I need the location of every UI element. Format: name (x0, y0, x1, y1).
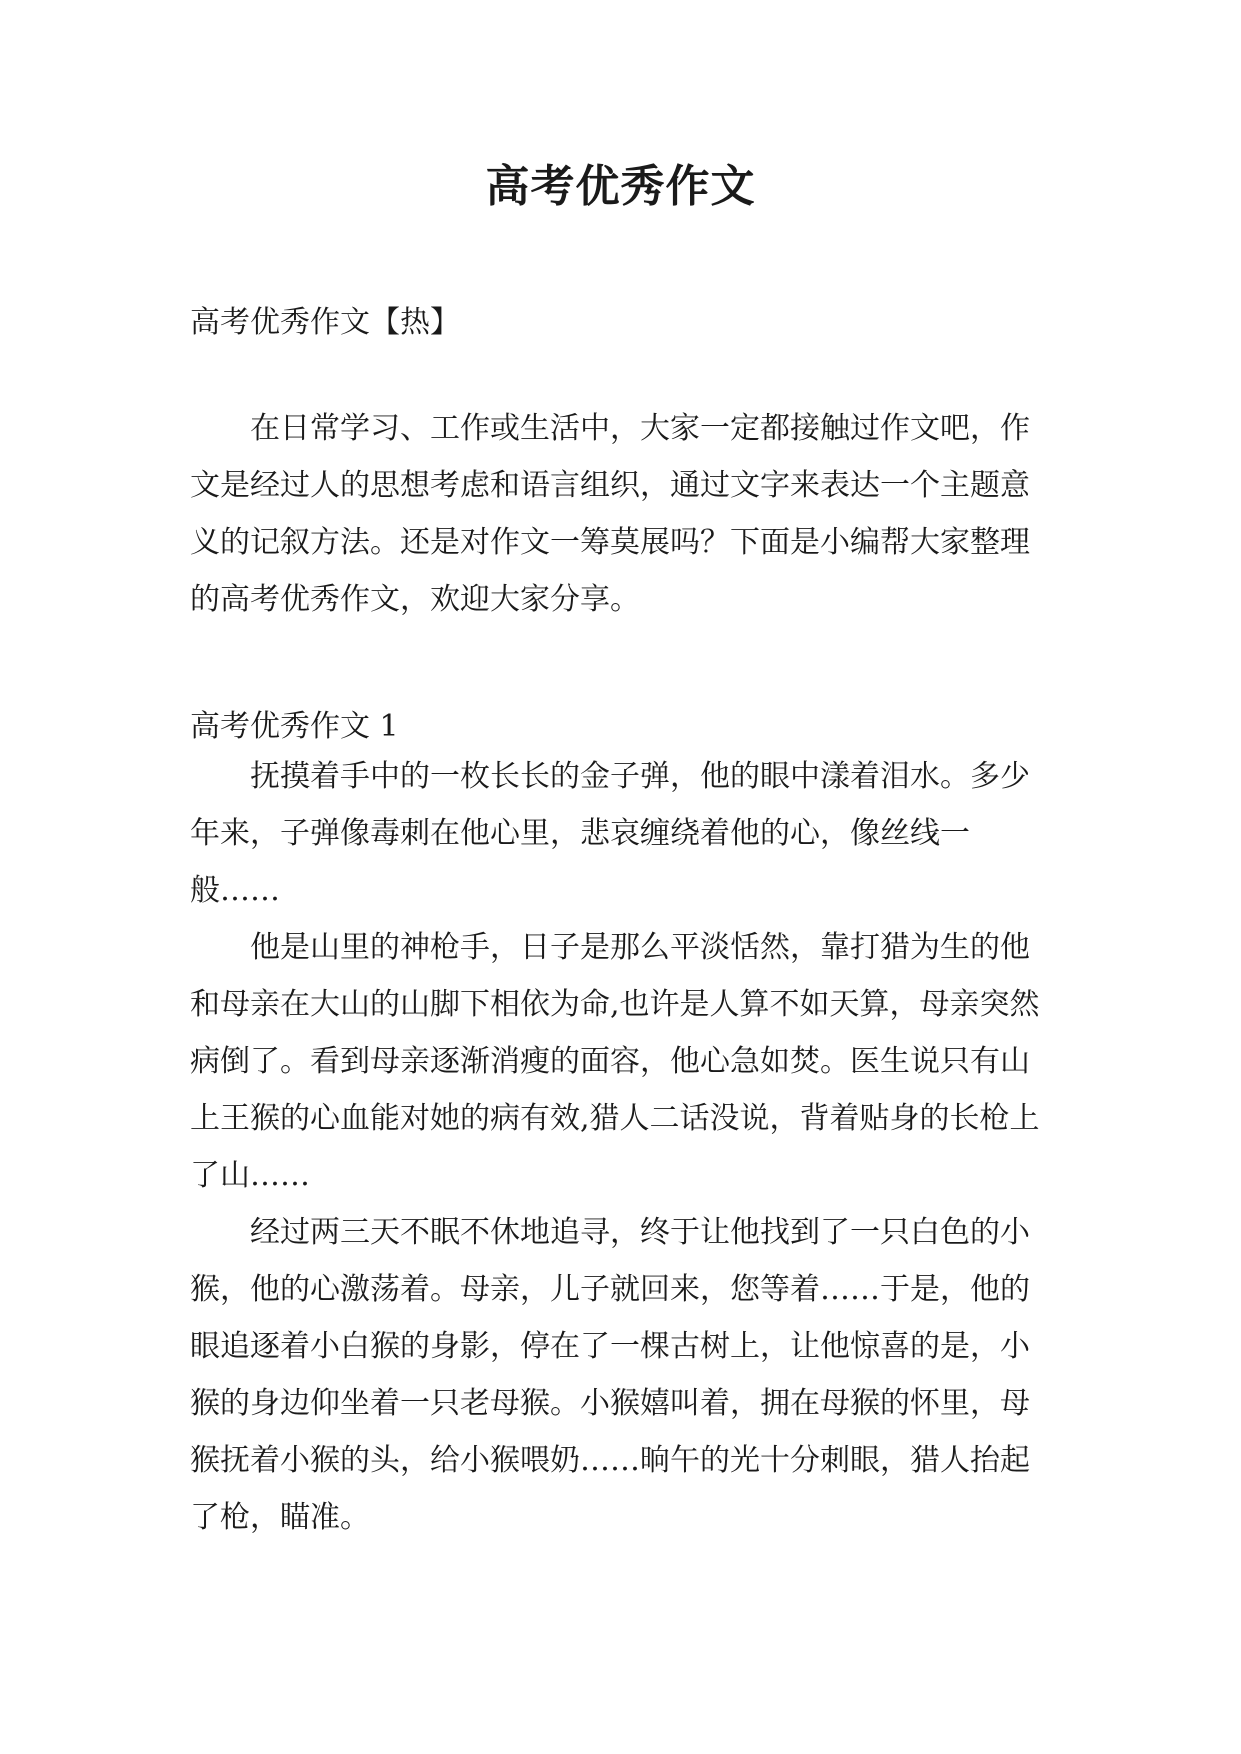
document-title: 高考优秀作文 (485, 161, 756, 212)
intro-paragraph: 在日常学习、工作或生活中，大家一定都接触过作文吧，作文是经过人的思想考虑和语言组织，通过文字来表达一个主题意义的记叙方法。还是对作文一筹莫展吗？下面是小编帮大家整理的高考优秀作文，欢迎大家分享。 (190, 411, 1030, 617)
story-paragraph-1: 抚摸着手中的一枚长长的金子弹，他的眼中漾着泪水。多少年来，子弹像毒刺在他心里，悲哀缠绕着他的心，像丝线一般…… (190, 759, 1030, 908)
story-paragraph-3: 经过两三天不眠不休地追寻，终于让他找到了一只白色的小猴，他的心激荡着。母亲，儿子就回来，您等着……于是，他的眼追逐着小白猴的身影，停在了一棵古树上，让他惊喜的是，小猴的身边仰坐着一只老母猴。小猴嬉叫着，拥在母猴的怀里，母猴抚着小猴的头，给小猴喂奶……晌午的光十分刺眼，猎人抬起了枪，瞄准。 (190, 1215, 1030, 1535)
story-body (190, 748, 1052, 1546)
section-heading: 高考优秀作文 1 (190, 709, 399, 744)
document-subtitle: 高考优秀作文【热】 (190, 305, 460, 340)
story-paragraph-2: 他是山里的神枪手，日子是那么平淡恬然，靠打猎为生的他和母亲在大山的山脚下相依为命,也许是人算不如天算，母亲突然病倒了。看到母亲逐渐消瘦的面容，他心急如焚。医生说只有山上王猴的心血能对她的病有效,猎人二话没说，背着贴身的长枪上了山…… (190, 930, 1040, 1193)
